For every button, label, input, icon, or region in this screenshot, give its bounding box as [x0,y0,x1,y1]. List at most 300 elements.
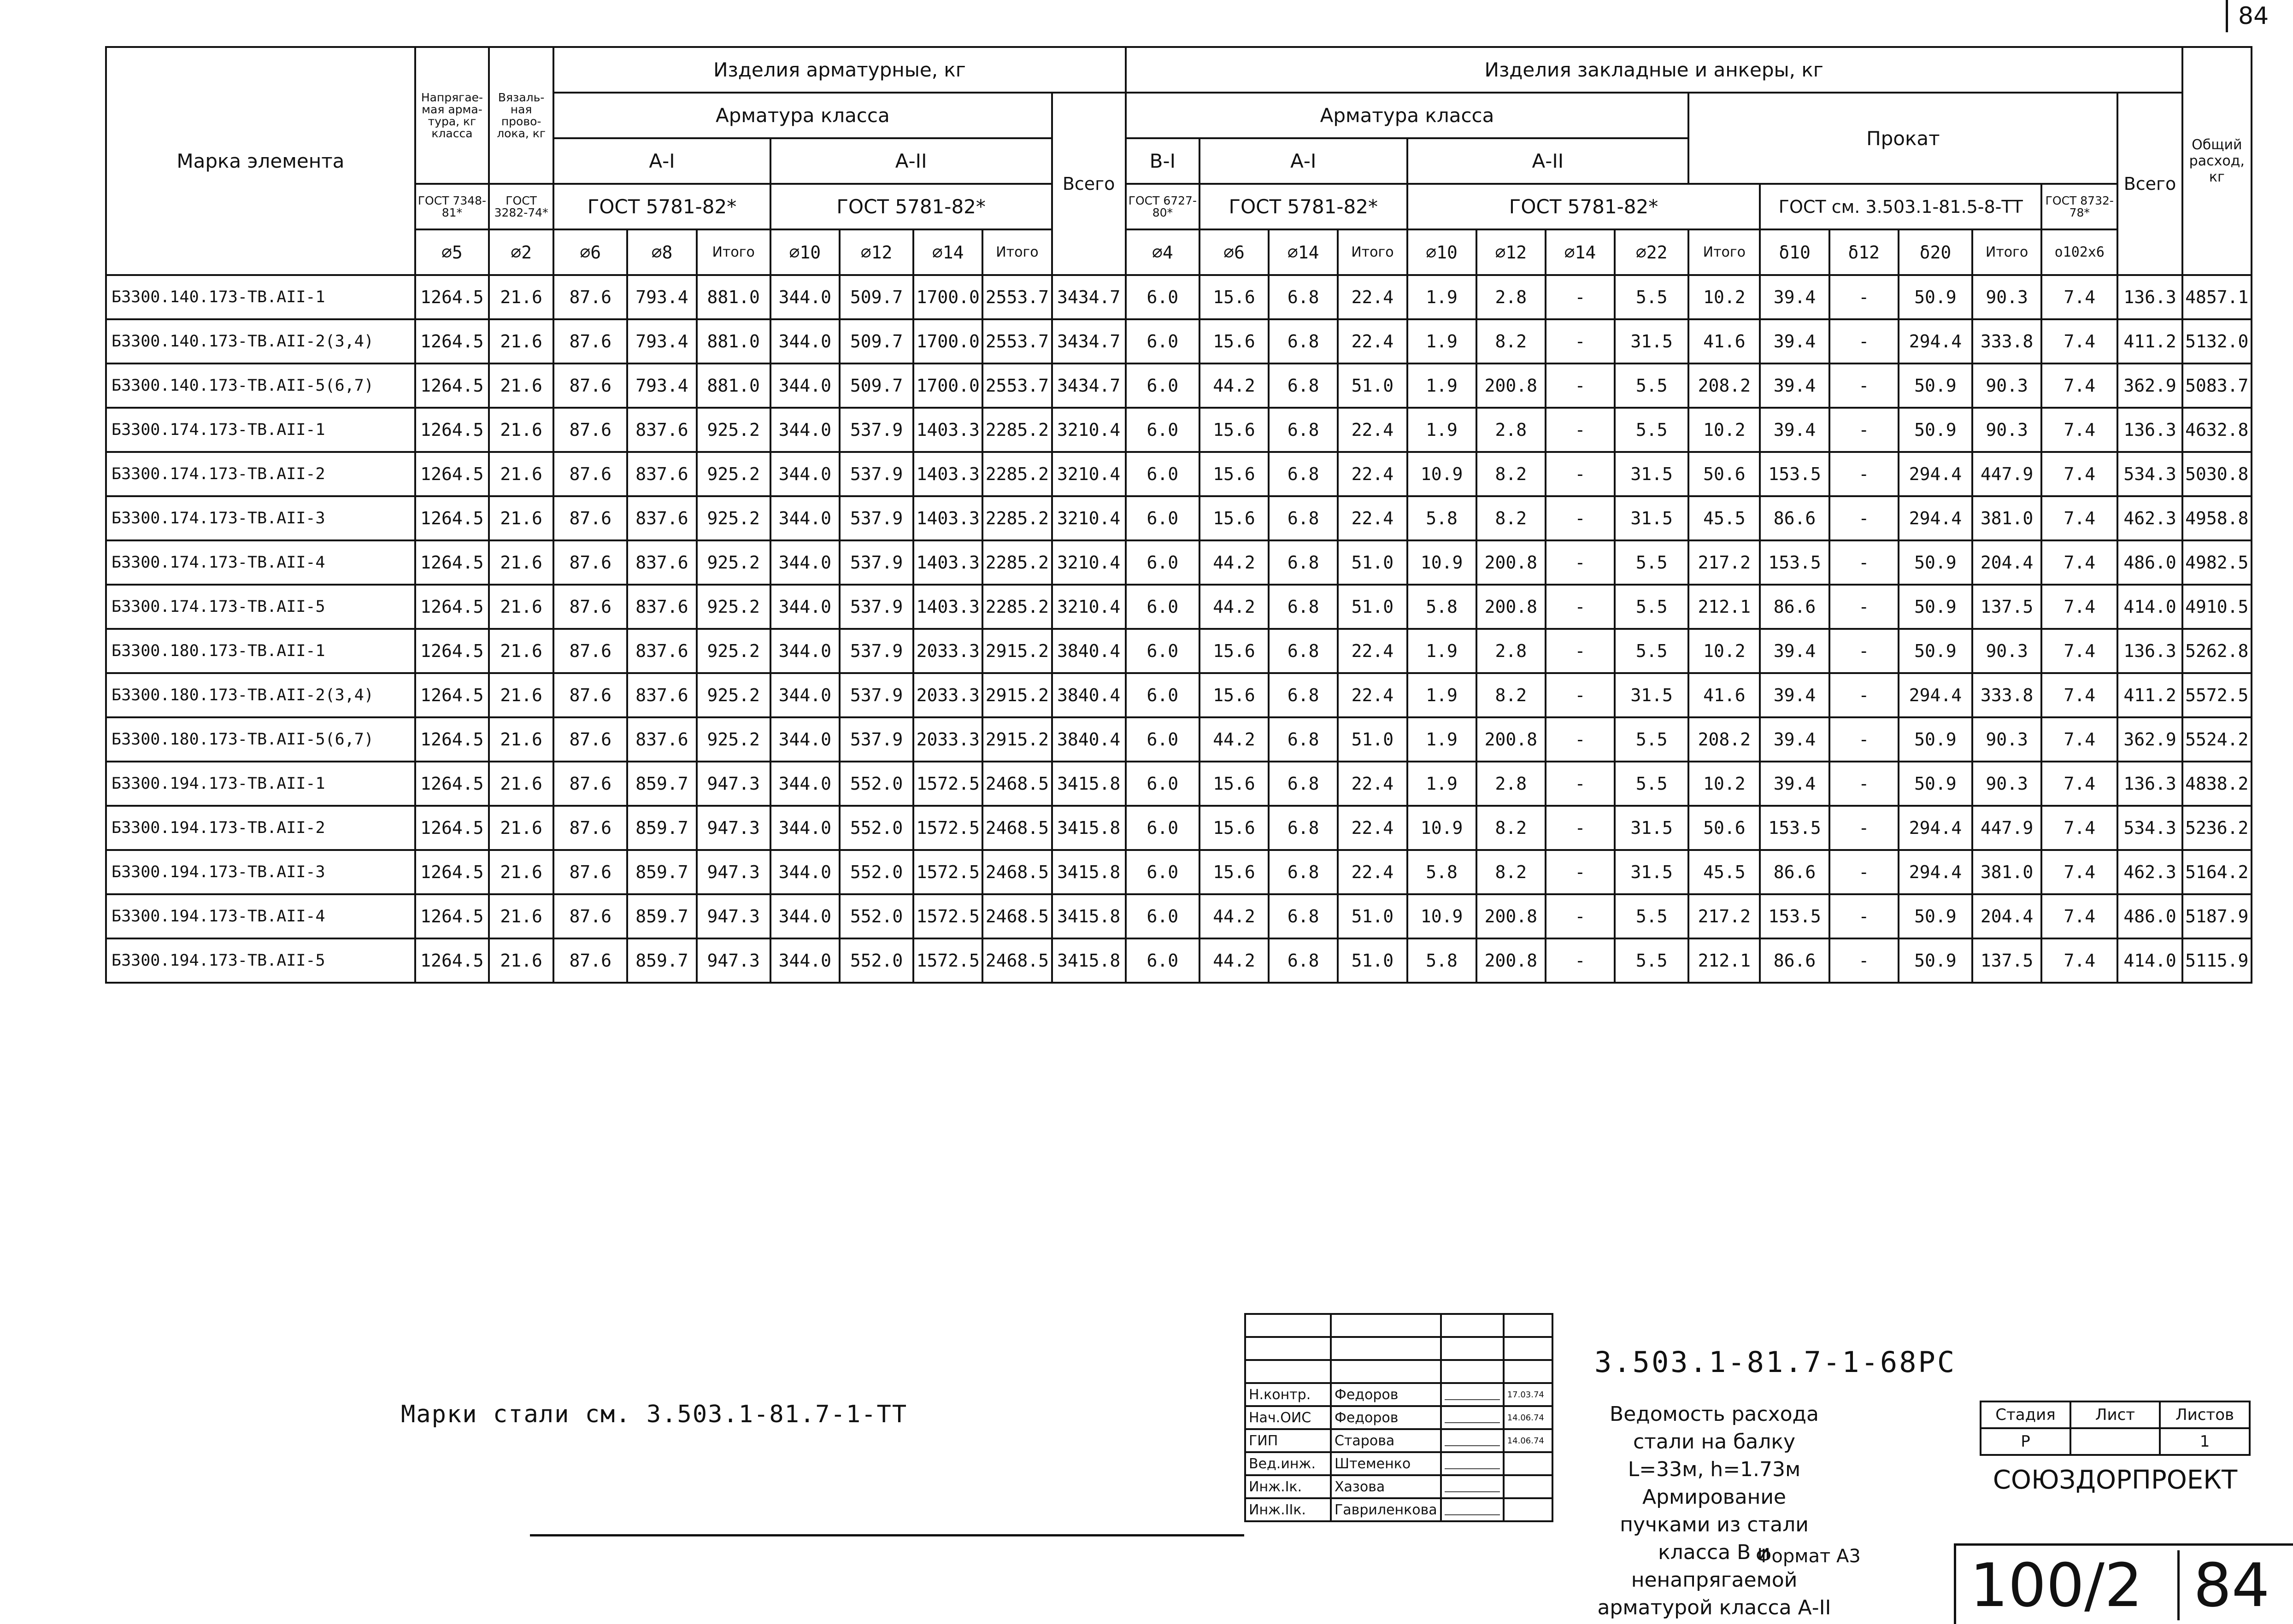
value-cell: 552.0 [840,938,913,983]
value-cell: 3840.4 [1052,717,1126,762]
header-class-a1-embedded: А-I [1199,138,1407,184]
value-cell: 5.5 [1615,629,1688,673]
stamp-divider [530,1534,1244,1536]
sub-header: δ20 [1899,229,1972,275]
value-cell: 5.5 [1615,894,1688,938]
value-cell: - [1546,894,1615,938]
header-rebar-class-embedded: Арматура класса [1126,93,1689,138]
value-cell: 859.7 [627,806,696,850]
value-cell: 1264.5 [415,585,489,629]
value-cell: - [1829,673,1899,717]
value-cell: 87.6 [553,894,627,938]
element-mark-cell: Б3300.174.173-ТВ.АII-2 [106,452,415,496]
value-cell: - [1546,938,1615,983]
value-cell: 925.2 [697,540,770,585]
value-cell: - [1546,452,1615,496]
value-cell: - [1829,452,1899,496]
value-cell: 1264.5 [415,806,489,850]
element-mark-cell: Б3300.180.173-ТВ.АII-1 [106,629,415,673]
value-cell: 200.8 [1476,717,1546,762]
value-cell: 925.2 [697,496,770,540]
value-cell: - [1829,585,1899,629]
value-cell: 411.2 [2117,673,2182,717]
value-cell: 22.4 [1338,850,1407,894]
value-cell: 200.8 [1476,585,1546,629]
value-cell: 5.5 [1615,363,1688,408]
value-cell: 2285.2 [982,540,1052,585]
sub-header: o102x6 [2041,229,2117,275]
value-cell: 21.6 [489,496,553,540]
value-cell: 87.6 [553,850,627,894]
value-cell: 1572.5 [913,938,982,983]
value-cell: 200.8 [1476,363,1546,408]
element-mark-cell: Б3300.194.173-ТВ.АII-1 [106,762,415,806]
value-cell: 3210.4 [1052,540,1126,585]
value-cell: 1.9 [1407,717,1476,762]
table-row [106,408,2252,452]
value-cell: 1403.3 [913,452,982,496]
gost-5781-a: ГОСТ 5781-82* [553,184,770,229]
value-cell: 5.5 [1615,408,1688,452]
value-cell: 947.3 [697,806,770,850]
value-cell: 50.9 [1899,717,1972,762]
value-cell: 881.0 [697,319,770,363]
value-cell: 39.4 [1760,629,1829,673]
sub-header: ⌀8 [627,229,696,275]
value-cell: 2285.2 [982,496,1052,540]
value-cell: 837.6 [627,540,696,585]
value-cell: 2553.7 [982,275,1052,319]
value-cell: 3415.8 [1052,894,1126,938]
value-cell: 5.5 [1615,585,1688,629]
value-cell: 6.8 [1269,717,1338,762]
value-cell: 21.6 [489,806,553,850]
value-cell: 7.4 [2041,673,2117,717]
value-cell: 7.4 [2041,540,2117,585]
value-cell: 217.2 [1688,540,1760,585]
sub-header: ⌀2 [489,229,553,275]
value-cell: 1.9 [1407,408,1476,452]
value-cell: 4910.5 [2182,585,2252,629]
value-cell: 10.9 [1407,806,1476,850]
value-cell: - [1829,363,1899,408]
value-cell: 39.4 [1760,275,1829,319]
value-cell: 22.4 [1338,319,1407,363]
sub-header: ⌀4 [1126,229,1199,275]
value-cell: 137.5 [1972,585,2041,629]
value-cell: 51.0 [1338,717,1407,762]
value-cell: 1264.5 [415,938,489,983]
value-cell: 136.3 [2117,408,2182,452]
value-cell: 6.0 [1126,762,1199,806]
sub-header: ⌀12 [840,229,913,275]
value-cell: 552.0 [840,850,913,894]
value-cell: 6.0 [1126,408,1199,452]
sub-header: Итого [1688,229,1760,275]
value-cell: 534.3 [2117,806,2182,850]
value-cell: - [1546,275,1615,319]
sub-header: ⌀22 [1615,229,1688,275]
value-cell: 2553.7 [982,363,1052,408]
value-cell: 859.7 [627,762,696,806]
value-cell: 2553.7 [982,319,1052,363]
value-cell: 153.5 [1760,452,1829,496]
value-cell: - [1546,408,1615,452]
value-cell: - [1829,762,1899,806]
value-cell: 6.0 [1126,275,1199,319]
value-cell: 1.9 [1407,363,1476,408]
value-cell: 208.2 [1688,363,1760,408]
element-mark-cell: Б3300.180.173-ТВ.АII-2(3,4) [106,673,415,717]
signature-row: Н.контр. Федоров 17.03.74 [1245,1383,1552,1406]
col-header-grand-total: Общий расход, кг [2182,47,2252,275]
value-cell: 1.9 [1407,275,1476,319]
diameter-header-row [106,229,2252,275]
value-cell: 22.4 [1338,275,1407,319]
value-cell: 537.9 [840,540,913,585]
value-cell: 153.5 [1760,806,1829,850]
value-cell: 1264.5 [415,408,489,452]
value-cell: 8.2 [1476,673,1546,717]
page-number-top: 84 [2226,0,2293,32]
value-cell: 90.3 [1972,363,2041,408]
value-cell: 537.9 [840,673,913,717]
col-header-wire: Вязаль-ная прово-лока, кг [489,47,553,184]
value-cell: 90.3 [1972,762,2041,806]
value-cell: 2.8 [1476,408,1546,452]
col-header-total: Всего [1052,93,1126,275]
value-cell: - [1829,717,1899,762]
value-cell: 1700.0 [913,363,982,408]
value-cell: 1264.5 [415,496,489,540]
value-cell: 6.0 [1126,496,1199,540]
value-cell: 87.6 [553,762,627,806]
value-cell: 947.3 [697,762,770,806]
value-cell: 153.5 [1760,894,1829,938]
value-cell: 5.5 [1615,275,1688,319]
value-cell: 2.8 [1476,275,1546,319]
value-cell: 10.2 [1688,629,1760,673]
sub-header: ⌀14 [1269,229,1338,275]
col-header-total-embedded: Всего [2117,93,2182,275]
value-cell: 10.2 [1688,408,1760,452]
value-cell: 87.6 [553,408,627,452]
value-cell: 344.0 [770,717,840,762]
value-cell: 7.4 [2041,585,2117,629]
value-cell: 21.6 [489,319,553,363]
value-cell: 1403.3 [913,496,982,540]
value-cell: 15.6 [1199,629,1269,673]
value-cell: 344.0 [770,806,840,850]
value-cell: 5.5 [1615,540,1688,585]
value-cell: 87.6 [553,717,627,762]
value-cell: 793.4 [627,363,696,408]
value-cell: 87.6 [553,363,627,408]
value-cell: 90.3 [1972,275,2041,319]
value-cell: 5.8 [1407,585,1476,629]
value-cell: 1700.0 [913,275,982,319]
value-cell: 45.5 [1688,496,1760,540]
value-cell: 925.2 [697,408,770,452]
value-cell: 217.2 [1688,894,1760,938]
value-cell: 51.0 [1338,585,1407,629]
value-cell: 294.4 [1899,496,1972,540]
value-cell: 486.0 [2117,894,2182,938]
value-cell: 333.8 [1972,319,2041,363]
table-row [106,850,2252,894]
value-cell: 6.8 [1269,540,1338,585]
value-cell: 21.6 [489,408,553,452]
header-rebar-class: Арматура класса [553,93,1052,138]
value-cell: 6.8 [1269,629,1338,673]
sub-header: ⌀6 [553,229,627,275]
value-cell: 31.5 [1615,496,1688,540]
value-cell: 6.8 [1269,673,1338,717]
value-cell: 10.9 [1407,452,1476,496]
value-cell: 10.9 [1407,540,1476,585]
value-cell: 8.2 [1476,850,1546,894]
value-cell: 552.0 [840,806,913,850]
signature-row: Инж.Iк. Хазова [1245,1475,1552,1498]
value-cell: 137.5 [1972,938,2041,983]
value-cell: 50.9 [1899,938,1972,983]
value-cell: - [1546,319,1615,363]
sub-header: ⌀12 [1476,229,1546,275]
value-cell: 2033.3 [913,717,982,762]
value-cell: 87.6 [553,452,627,496]
value-cell: 5.8 [1407,938,1476,983]
value-cell: 837.6 [627,673,696,717]
value-cell: 1264.5 [415,717,489,762]
sub-header: Итого [1972,229,2041,275]
value-cell: 3415.8 [1052,938,1126,983]
value-cell: 4857.1 [2182,275,2252,319]
value-cell: - [1829,629,1899,673]
value-cell: 21.6 [489,850,553,894]
signature-row: Вед.инж. Штеменко [1245,1452,1552,1475]
value-cell: 45.5 [1688,850,1760,894]
value-cell: 925.2 [697,717,770,762]
value-cell: 21.6 [489,938,553,983]
value-cell: 5083.7 [2182,363,2252,408]
value-cell: 859.7 [627,894,696,938]
value-cell: 6.0 [1126,629,1199,673]
value-cell: 4958.8 [2182,496,2252,540]
value-cell: 5262.8 [2182,629,2252,673]
value-cell: 136.3 [2117,275,2182,319]
value-cell: 5164.2 [2182,850,2252,894]
value-cell: 2468.5 [982,938,1052,983]
value-cell: 204.4 [1972,894,2041,938]
value-cell: 86.6 [1760,585,1829,629]
value-cell: 1.9 [1407,319,1476,363]
value-cell: 21.6 [489,894,553,938]
value-cell: 22.4 [1338,762,1407,806]
value-cell: 1.9 [1407,629,1476,673]
table-row [106,319,2252,363]
header-class-b1: В-I [1126,138,1199,184]
value-cell: 15.6 [1199,673,1269,717]
value-cell: 39.4 [1760,762,1829,806]
value-cell: 7.4 [2041,717,2117,762]
value-cell: 51.0 [1338,363,1407,408]
value-cell: 462.3 [2117,850,2182,894]
sub-header: δ10 [1760,229,1829,275]
value-cell: 1403.3 [913,540,982,585]
value-cell: 22.4 [1338,673,1407,717]
value-cell: 1264.5 [415,894,489,938]
value-cell: 3415.8 [1052,806,1126,850]
value-cell: 859.7 [627,850,696,894]
album-number: 100/2 [1970,1550,2143,1620]
value-cell: 537.9 [840,408,913,452]
value-cell: 1572.5 [913,894,982,938]
value-cell: 534.3 [2117,452,2182,496]
value-cell: 51.0 [1338,540,1407,585]
value-cell: - [1829,938,1899,983]
value-cell: 7.4 [2041,762,2117,806]
steel-grades-note: Марки стали см. 3.503.1-81.7-1-ТТ [401,1401,908,1428]
header-class-a2-embedded: А-II [1407,138,1689,184]
value-cell: 4632.8 [2182,408,2252,452]
value-cell: 294.4 [1899,806,1972,850]
value-cell: 947.3 [697,894,770,938]
value-cell: 1572.5 [913,850,982,894]
value-cell: 3210.4 [1052,452,1126,496]
element-mark-cell: Б3300.180.173-ТВ.АII-5(6,7) [106,717,415,762]
value-cell: 793.4 [627,275,696,319]
value-cell: 8.2 [1476,806,1546,850]
value-cell: 6.0 [1126,850,1199,894]
value-cell: 86.6 [1760,850,1829,894]
table-row [106,806,2252,850]
table-row [106,894,2252,938]
value-cell: - [1829,850,1899,894]
value-cell: 294.4 [1899,850,1972,894]
value-cell: - [1546,540,1615,585]
value-cell: 344.0 [770,275,840,319]
value-cell: 39.4 [1760,408,1829,452]
element-mark-cell: Б3300.174.173-ТВ.АII-4 [106,540,415,585]
format-label: Формат А3 [1756,1546,1861,1567]
value-cell: 414.0 [2117,585,2182,629]
element-mark-cell: Б3300.194.173-ТВ.АII-2 [106,806,415,850]
element-mark-cell: Б3300.174.173-ТВ.АII-3 [106,496,415,540]
value-cell: 21.6 [489,452,553,496]
element-mark-cell: Б3300.174.173-ТВ.АII-5 [106,585,415,629]
value-cell: 447.9 [1972,806,2041,850]
gost-3282: ГОСТ 3282-74* [489,184,553,229]
value-cell: 3210.4 [1052,585,1126,629]
value-cell: 204.4 [1972,540,2041,585]
value-cell: 2915.2 [982,673,1052,717]
element-mark-cell: Б3300.174.173-ТВ.АII-1 [106,408,415,452]
value-cell: 87.6 [553,938,627,983]
sub-header: Итого [982,229,1052,275]
value-cell: 552.0 [840,894,913,938]
value-cell: 947.3 [697,850,770,894]
value-cell: 2.8 [1476,629,1546,673]
value-cell: 1.9 [1407,762,1476,806]
value-cell: 344.0 [770,850,840,894]
gost-8732: ГОСТ 8732-78* [2041,184,2117,229]
value-cell: 7.4 [2041,629,2117,673]
value-cell: 44.2 [1199,363,1269,408]
value-cell: 212.1 [1688,938,1760,983]
value-cell: 39.4 [1760,717,1829,762]
col-header-prestress: Напрягае-мая арма-тура, кг класса [415,47,489,184]
value-cell: 294.4 [1899,319,1972,363]
value-cell: 1403.3 [913,408,982,452]
value-cell: 2285.2 [982,408,1052,452]
value-cell: 200.8 [1476,540,1546,585]
value-cell: 87.6 [553,629,627,673]
table-row [106,762,2252,806]
value-cell: 793.4 [627,319,696,363]
value-cell: 7.4 [2041,363,2117,408]
sub-header: δ12 [1829,229,1899,275]
value-cell: 362.9 [2117,717,2182,762]
header-class-a2: А-II [770,138,1052,184]
value-cell: 6.8 [1269,938,1338,983]
gost-5781-c: ГОСТ 5781-82* [1199,184,1407,229]
table-row [106,585,2252,629]
value-cell: 90.3 [1972,717,2041,762]
value-cell: 6.8 [1269,275,1338,319]
value-cell: 44.2 [1199,585,1269,629]
value-cell: 87.6 [553,806,627,850]
value-cell: 925.2 [697,629,770,673]
value-cell: 6.0 [1126,540,1199,585]
value-cell: 925.2 [697,673,770,717]
value-cell: 50.9 [1899,275,1972,319]
element-mark-cell: Б3300.140.173-ТВ.АII-1 [106,275,415,319]
gost-5781-d: ГОСТ 5781-82* [1407,184,1760,229]
organization-name: СОЮЗДОРПРОЕКТ [1993,1465,2238,1495]
value-cell: 50.9 [1899,540,1972,585]
value-cell: 1.9 [1407,673,1476,717]
value-cell: 2468.5 [982,762,1052,806]
value-cell: 39.4 [1760,319,1829,363]
value-cell: 7.4 [2041,275,2117,319]
value-cell: 881.0 [697,275,770,319]
value-cell: 15.6 [1199,496,1269,540]
value-cell: 15.6 [1199,408,1269,452]
value-cell: 2468.5 [982,850,1052,894]
value-cell: 552.0 [840,762,913,806]
value-cell: 51.0 [1338,938,1407,983]
value-cell: 8.2 [1476,452,1546,496]
value-cell: 7.4 [2041,806,2117,850]
value-cell: 6.8 [1269,850,1338,894]
col-header-mark: Марка элемента [106,47,415,275]
value-cell: 1264.5 [415,319,489,363]
value-cell: 509.7 [840,363,913,408]
value-cell: 6.0 [1126,938,1199,983]
value-cell: 22.4 [1338,408,1407,452]
value-cell: 3840.4 [1052,629,1126,673]
table-row [106,938,2252,983]
value-cell: 15.6 [1199,762,1269,806]
value-cell: 925.2 [697,452,770,496]
value-cell: 344.0 [770,363,840,408]
value-cell: - [1829,319,1899,363]
value-cell: 44.2 [1199,540,1269,585]
value-cell: 6.0 [1126,673,1199,717]
value-cell: 44.2 [1199,894,1269,938]
value-cell: 6.0 [1126,894,1199,938]
value-cell: 1264.5 [415,540,489,585]
